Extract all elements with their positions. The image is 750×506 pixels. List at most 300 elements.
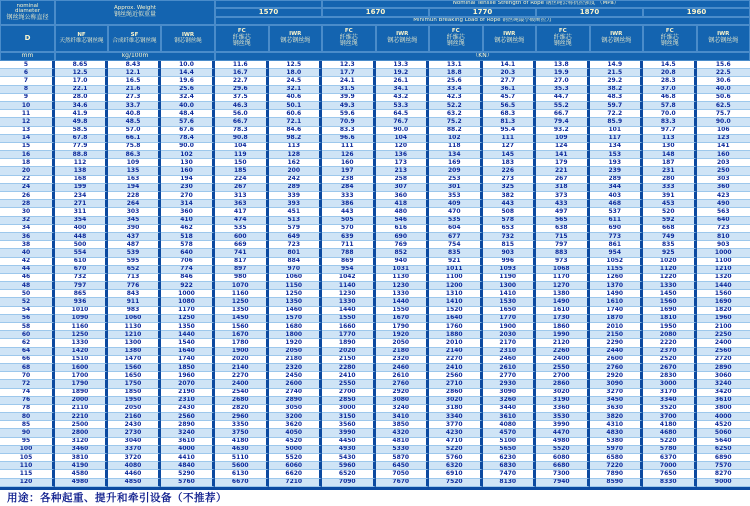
table-row	[0, 339, 750, 347]
value-cell: 22.7	[215, 77, 269, 85]
value-cell: 2460	[376, 364, 430, 372]
table-row	[0, 290, 750, 298]
value-cell: 325	[483, 184, 537, 192]
value-cell: 3050	[269, 405, 323, 413]
value-cell: 1330	[55, 339, 108, 347]
diameter-cell: 16	[0, 151, 55, 159]
value-cell: 653	[483, 225, 537, 233]
value-cell: 83.3	[643, 118, 697, 126]
value-cell: 19.9	[536, 69, 590, 77]
value-cell: 1740	[590, 307, 644, 315]
value-cell: 183	[483, 159, 537, 167]
value-cell: 68.3	[483, 110, 537, 118]
header-grade-1670: 1670	[322, 8, 429, 17]
value-cell: 136	[376, 151, 430, 159]
value-cell: 49.3	[322, 102, 376, 110]
value-cell: 2310	[483, 348, 537, 356]
value-cell: 3630	[590, 405, 644, 413]
value-cell: 130	[643, 143, 697, 151]
value-cell: 30.6	[697, 77, 750, 85]
diameter-cell: 38	[0, 241, 55, 249]
value-cell: 113	[643, 135, 697, 143]
load-col-zh: 钢丝绳	[446, 40, 465, 48]
value-cell: 1160	[55, 323, 108, 331]
value-cell: 221	[536, 167, 590, 175]
value-cell: 1250	[269, 290, 323, 298]
value-cell: 3150	[322, 413, 376, 421]
value-cell: 400	[55, 225, 108, 233]
value-cell: 56.5	[483, 102, 537, 110]
value-cell: 1220	[643, 274, 697, 282]
value-cell: 7940	[536, 479, 590, 487]
value-cell: 954	[322, 266, 376, 274]
table-row	[0, 69, 750, 77]
value-cell: 723	[269, 241, 323, 249]
load-col-abbr: IWR	[503, 31, 516, 38]
value-cell: 239	[590, 167, 644, 175]
value-cell: 301	[429, 184, 483, 192]
value-cell: 2830	[643, 372, 697, 380]
value-cell: 75.2	[429, 118, 483, 126]
value-cell: 670	[55, 266, 108, 274]
value-cell: 2110	[55, 405, 108, 413]
value-cell: 209	[429, 167, 483, 175]
value-cell: 640	[161, 249, 215, 257]
header-nf-abbr: NF	[77, 31, 86, 38]
value-cell: 1080	[161, 298, 215, 306]
value-cell: 2850	[322, 397, 376, 405]
value-cell: 34.6	[55, 102, 108, 110]
value-cell: 865	[55, 290, 108, 298]
value-cell: 126	[322, 151, 376, 159]
diameter-cell: 115	[0, 470, 55, 478]
value-cell: 2310	[161, 397, 215, 405]
value-cell: 749	[643, 233, 697, 241]
value-cell: 954	[590, 249, 644, 257]
load-col-header-fc-1770	[429, 25, 483, 52]
value-cell: 1440	[697, 282, 750, 290]
value-cell: 2070	[161, 380, 215, 388]
table-row	[0, 217, 750, 225]
value-cell: 2140	[429, 348, 483, 356]
value-cell: 1820	[697, 307, 750, 315]
table-row	[0, 200, 750, 208]
value-cell: 1760	[429, 323, 483, 331]
value-cell: 8.43	[108, 61, 161, 69]
table-row	[0, 86, 750, 94]
load-col-header-iwr-1670	[376, 25, 430, 52]
value-cell: 2760	[590, 364, 644, 372]
load-col-zh: 钢丝绳	[339, 40, 358, 48]
value-cell: 38.2	[590, 86, 644, 94]
diameter-cell: 72	[0, 380, 55, 388]
value-cell: 2280	[322, 364, 376, 372]
value-cell: 3720	[108, 454, 161, 462]
value-cell: 360	[697, 184, 750, 192]
value-cell: 7890	[590, 470, 644, 478]
diameter-cell: 52	[0, 298, 55, 306]
value-cell: 713	[108, 274, 161, 282]
value-cell: 1550	[322, 315, 376, 323]
value-cell: 280	[643, 176, 697, 184]
header-iwr-abbr: IWR	[181, 31, 195, 38]
diameter-cell: 56	[0, 315, 55, 323]
value-cell: 1300	[483, 282, 537, 290]
value-cell: 200	[269, 167, 323, 175]
usage-note: 用途：各种起重、提升和牵引设备（不推荐）	[7, 491, 227, 504]
value-cell: 162	[269, 159, 323, 167]
value-cell: 1170	[536, 274, 590, 282]
value-cell: 2080	[643, 331, 697, 339]
value-cell: 4930	[322, 446, 376, 454]
load-col-zh: 纤维芯	[446, 34, 465, 42]
value-cell: 903	[483, 249, 537, 257]
value-cell: 289	[269, 184, 323, 192]
value-cell: 741	[215, 249, 269, 257]
value-cell: 723	[697, 225, 750, 233]
value-cell: 46.8	[643, 94, 697, 102]
table-row	[0, 167, 750, 175]
value-cell: 2410	[429, 364, 483, 372]
value-cell: 2540	[215, 389, 269, 397]
load-col-header-fc-1960	[643, 25, 697, 52]
header-approx-weight-en: Approx. Weight	[114, 5, 156, 12]
value-cell: 109	[108, 159, 161, 167]
load-col-header-iwr-1770	[483, 25, 537, 52]
value-cell: 6370	[643, 454, 697, 462]
load-col-header-fc-1870	[536, 25, 590, 52]
load-col-header-iwr-1960	[697, 25, 750, 52]
value-cell: 29.2	[590, 77, 644, 85]
value-cell: 14.5	[643, 61, 697, 69]
value-cell: 897	[215, 266, 269, 274]
value-cell: 5960	[322, 462, 376, 470]
diameter-cell: 120	[0, 479, 55, 487]
table-row	[0, 454, 750, 462]
value-cell: 437	[108, 233, 161, 241]
value-cell: 339	[269, 192, 323, 200]
value-cell: 1380	[108, 348, 161, 356]
header-nominal: nominal	[16, 2, 39, 9]
value-cell: 433	[536, 200, 590, 208]
value-cell: 2560	[161, 413, 215, 421]
diameter-cell: 76	[0, 397, 55, 405]
value-cell: 1780	[215, 339, 269, 347]
value-cell: 1068	[536, 266, 590, 274]
value-cell: 3820	[590, 413, 644, 421]
diameter-cell: 11	[0, 110, 55, 118]
value-cell: 3200	[269, 413, 323, 421]
value-cell: 668	[643, 225, 697, 233]
value-cell: 640	[697, 217, 750, 225]
value-cell: 8270	[697, 470, 750, 478]
diameter-cell: 110	[0, 462, 55, 470]
value-cell: 119	[215, 151, 269, 159]
value-cell: 3170	[643, 389, 697, 397]
value-cell: 88.2	[429, 127, 483, 135]
header-unit-mm: mm	[0, 52, 55, 61]
diameter-cell: 9	[0, 94, 55, 102]
value-cell: 610	[55, 258, 108, 266]
value-cell: 1150	[269, 282, 323, 290]
value-cell: 1660	[322, 323, 376, 331]
value-cell: 2180	[269, 356, 323, 364]
value-cell: 95.4	[483, 127, 537, 135]
header-d-symbol: D	[0, 25, 55, 52]
value-cell: 2450	[269, 372, 323, 380]
value-cell: 1510	[55, 356, 108, 364]
value-cell: 1440	[161, 331, 215, 339]
table-row	[0, 192, 750, 200]
value-cell: 56.0	[215, 110, 269, 118]
value-cell: 242	[269, 176, 323, 184]
value-cell: 1730	[536, 315, 590, 323]
table-row	[0, 77, 750, 85]
value-cell: 1850	[161, 364, 215, 372]
diameter-cell: 12	[0, 118, 55, 126]
value-cell: 869	[322, 258, 376, 266]
value-cell: 518	[161, 233, 215, 241]
value-cell: 448	[55, 233, 108, 241]
header-diameter-zh: 钢丝绳公称直径	[6, 14, 49, 22]
value-cell: 17.0	[55, 77, 108, 85]
value-cell: 109	[536, 135, 590, 143]
table-row	[0, 364, 750, 372]
value-cell: 1350	[161, 323, 215, 331]
value-cell: 28.3	[643, 77, 697, 85]
header-approx-weight	[55, 0, 215, 25]
value-cell: 12.1	[108, 69, 161, 77]
value-cell: 127	[483, 143, 537, 151]
value-cell: 2560	[429, 372, 483, 380]
value-cell: 238	[322, 176, 376, 184]
value-cell: 391	[643, 192, 697, 200]
value-cell: 835	[643, 241, 697, 249]
load-col-zh: 钢丝绳	[660, 40, 679, 48]
value-cell: 3770	[429, 421, 483, 429]
value-cell: 4180	[643, 421, 697, 429]
value-cell: 25.6	[161, 86, 215, 94]
load-col-header-iwr-1870	[590, 25, 644, 52]
value-cell: 5000	[269, 446, 323, 454]
value-cell: 2400	[697, 339, 750, 347]
value-cell: 817	[215, 258, 269, 266]
value-cell: 42.3	[429, 94, 483, 102]
value-cell: 67.8	[55, 135, 108, 143]
value-cell: 160	[322, 159, 376, 167]
load-col-zh: 纤维芯	[339, 34, 358, 42]
value-cell: 1560	[643, 298, 697, 306]
value-cell: 5380	[590, 438, 644, 446]
diameter-cell: 34	[0, 225, 55, 233]
value-cell: 284	[322, 184, 376, 192]
value-cell: 2370	[643, 348, 697, 356]
value-cell: 1011	[429, 266, 483, 274]
value-cell: 578	[161, 241, 215, 249]
diameter-cell: 105	[0, 454, 55, 462]
value-cell: 1010	[55, 307, 108, 315]
value-cell: 2100	[697, 323, 750, 331]
value-cell: 33.4	[429, 86, 483, 94]
value-cell: 2140	[215, 364, 269, 372]
header-unit-kn: （KN）	[215, 52, 750, 61]
value-cell: 14.4	[161, 69, 215, 77]
value-cell: 4080	[108, 462, 161, 470]
value-cell: 546	[376, 217, 430, 225]
load-col-zh: 钢芯钢丝绳	[708, 37, 739, 45]
value-cell: 203	[697, 159, 750, 167]
value-cell: 4710	[429, 438, 483, 446]
value-cell: 148	[643, 151, 697, 159]
value-cell: 1210	[697, 266, 750, 274]
value-cell: 1560	[108, 364, 161, 372]
value-cell: 776	[108, 282, 161, 290]
diameter-cell: 40	[0, 249, 55, 257]
value-cell: 267	[536, 176, 590, 184]
value-cell: 4840	[161, 462, 215, 470]
value-cell: 5520	[269, 454, 323, 462]
value-cell: 410	[161, 217, 215, 225]
value-cell: 160	[161, 167, 215, 175]
value-cell: 462	[161, 225, 215, 233]
diameter-cell: 8	[0, 86, 55, 94]
table-row	[0, 307, 750, 315]
value-cell: 490	[697, 200, 750, 208]
value-cell: 2600	[590, 356, 644, 364]
value-cell: 226	[483, 167, 537, 175]
value-cell: 3460	[55, 446, 108, 454]
value-cell: 134	[429, 151, 483, 159]
value-cell: 90.8	[215, 135, 269, 143]
value-cell: 27.7	[483, 77, 537, 85]
value-cell: 270	[161, 192, 215, 200]
value-cell: 5760	[161, 479, 215, 487]
value-cell: 41.9	[55, 110, 108, 118]
value-cell: 2050	[376, 339, 430, 347]
table-row	[0, 348, 750, 356]
table-row	[0, 241, 750, 249]
value-cell: 128	[269, 151, 323, 159]
value-cell: 3610	[483, 413, 537, 421]
value-cell: 1900	[215, 348, 269, 356]
value-cell: 3370	[108, 446, 161, 454]
value-cell: 769	[376, 241, 430, 249]
value-cell: 3610	[161, 438, 215, 446]
table-row	[0, 159, 750, 167]
value-cell: 28.0	[55, 94, 108, 102]
value-cell: 1350	[269, 298, 323, 306]
value-cell: 6450	[376, 462, 430, 470]
value-cell: 194	[108, 184, 161, 192]
value-cell: 18.8	[429, 69, 483, 77]
diameter-cell: 36	[0, 233, 55, 241]
table-row	[0, 298, 750, 306]
value-cell: 6320	[429, 462, 483, 470]
value-cell: 18.0	[269, 69, 323, 77]
value-cell: 3340	[643, 397, 697, 405]
value-cell: 360	[376, 192, 430, 200]
value-cell: 2610	[376, 372, 430, 380]
value-cell: 883	[536, 249, 590, 257]
value-cell: 75.8	[108, 143, 161, 151]
table-row	[0, 118, 750, 126]
value-cell: 258	[376, 176, 430, 184]
value-cell: 418	[376, 200, 430, 208]
value-cell: 1610	[536, 307, 590, 315]
value-cell: 13.3	[376, 61, 430, 69]
value-cell: 2560	[697, 348, 750, 356]
header-nf-zh: 天然纤维芯钢丝绳	[59, 37, 104, 44]
value-cell: 2770	[483, 372, 537, 380]
value-cell: 83.3	[322, 127, 376, 135]
value-cell: 983	[108, 307, 161, 315]
value-cell: 5600	[215, 462, 269, 470]
value-cell: 535	[429, 217, 483, 225]
value-cell: 852	[376, 249, 430, 257]
value-cell: 53.3	[376, 102, 430, 110]
value-cell: 3440	[483, 405, 537, 413]
value-cell: 2160	[108, 413, 161, 421]
value-cell: 14.9	[590, 61, 644, 69]
value-cell: 2320	[376, 356, 430, 364]
value-cell: 289	[590, 176, 644, 184]
value-cell: 273	[483, 176, 537, 184]
value-cell: 5870	[376, 454, 430, 462]
value-cell: 4000	[697, 413, 750, 421]
value-cell: 1640	[429, 315, 483, 323]
value-cell: 4320	[376, 429, 430, 437]
value-cell: 505	[322, 217, 376, 225]
table-row	[0, 208, 750, 216]
value-cell: 173	[376, 159, 430, 167]
value-cell: 228	[108, 192, 161, 200]
value-cell: 4810	[376, 438, 430, 446]
value-cell: 64.5	[376, 110, 430, 118]
value-cell: 33.7	[108, 102, 161, 110]
value-cell: 1810	[643, 315, 697, 323]
value-cell: 4520	[697, 421, 750, 429]
value-cell: 78.4	[161, 135, 215, 143]
value-cell: 26.1	[376, 77, 430, 85]
value-cell: 35.3	[536, 86, 590, 94]
value-cell: 3000	[643, 380, 697, 388]
value-cell: 5430	[322, 454, 376, 462]
table-row	[0, 274, 750, 282]
value-cell: 2050	[108, 405, 161, 413]
value-cell: 1020	[643, 258, 697, 266]
load-col-abbr: FC	[558, 28, 567, 35]
diameter-cell: 7	[0, 77, 55, 85]
table-row	[0, 356, 750, 364]
value-cell: 363	[215, 200, 269, 208]
table-row	[0, 135, 750, 143]
load-col-header-fc-1670	[322, 25, 376, 52]
value-cell: 1690	[643, 307, 697, 315]
value-cell: 104	[215, 143, 269, 151]
value-cell: 1120	[643, 266, 697, 274]
value-cell: 2180	[376, 348, 430, 356]
value-cell: 468	[590, 200, 644, 208]
value-cell: 333	[322, 192, 376, 200]
value-cell: 1440	[322, 307, 376, 315]
value-cell: 4630	[215, 446, 269, 454]
value-cell: 7470	[483, 470, 537, 478]
value-cell: 22.5	[697, 69, 750, 77]
value-cell: 160	[697, 151, 750, 159]
value-cell: 141	[536, 151, 590, 159]
value-cell: 801	[269, 249, 323, 257]
value-cell: 1410	[429, 298, 483, 306]
